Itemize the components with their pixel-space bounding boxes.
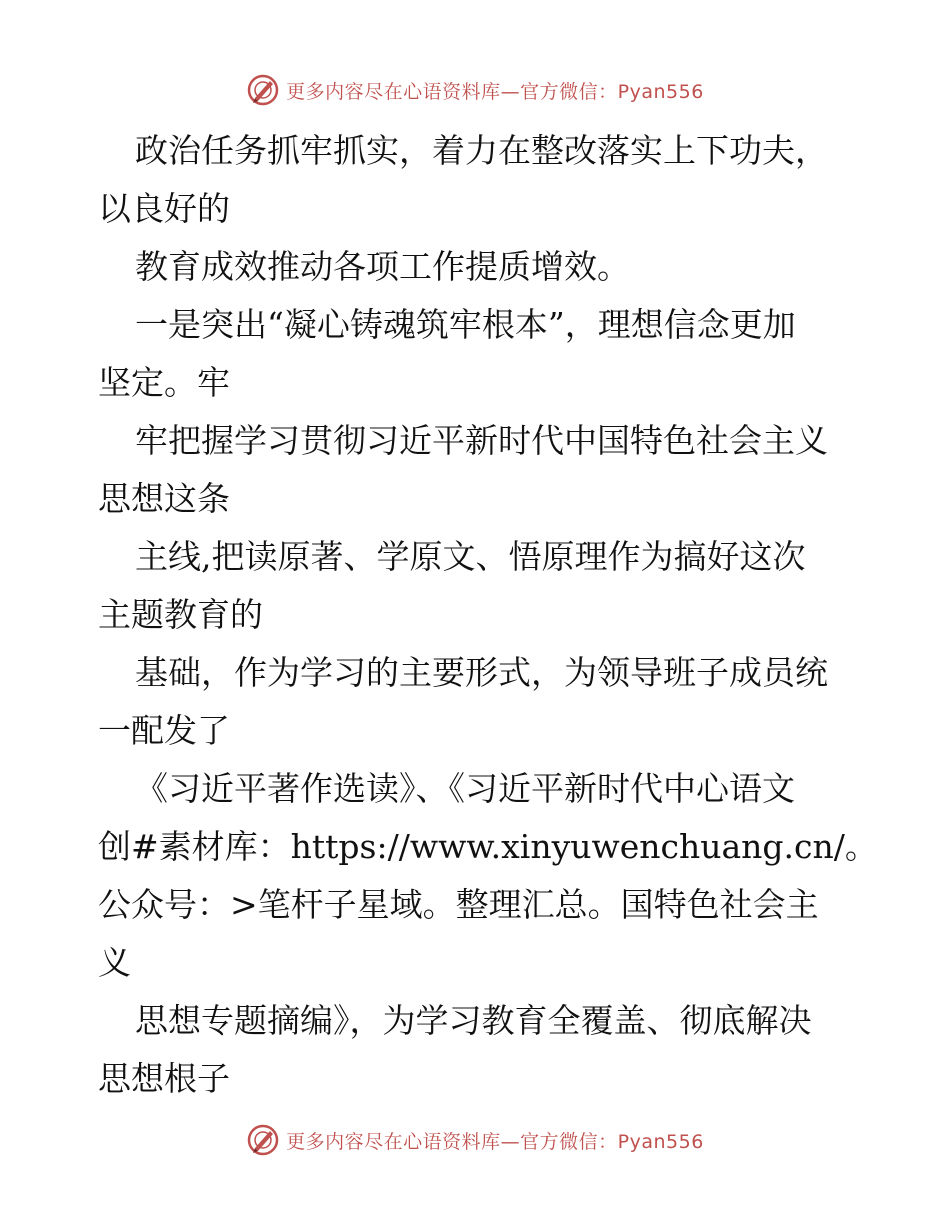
- document-body: [98, 122, 878, 1108]
- text-line: 以良好的: [98, 189, 230, 228]
- text-line: 一配发了: [98, 711, 230, 750]
- text-line: 一是突出“凝心铸魂筑牢根本”，理想信念更加: [135, 305, 796, 344]
- text-line: 基础，作为学习的主要形式，为领导班子成员统: [135, 653, 828, 692]
- text-line: 牢把握学习贯彻习近平新时代中国特色社会主义: [135, 421, 828, 460]
- text-line: 政治任务抓牢抓实，着力在整改落实上下功夫，: [135, 131, 828, 170]
- header-watermark: [0, 72, 950, 108]
- text-line: 教育成效推动各项工作提质增效。: [135, 247, 630, 286]
- pen-logo-icon: [246, 1123, 280, 1157]
- text-line: 公众号：>笔杆子星域。整理汇总。国特色社会主: [98, 885, 819, 924]
- text-line: 主题教育的: [98, 595, 263, 634]
- pen-logo-icon: [246, 73, 280, 107]
- text-line: 思想根子: [98, 1059, 230, 1098]
- text-line: 思想专题摘编》，为学习教育全覆盖、彻底解决: [135, 1001, 812, 1040]
- text-line: 坚定。牢: [98, 363, 230, 402]
- text-line: 义: [98, 943, 131, 982]
- watermark-text: 更多内容尽在心语资料库—官方微信：Pyan556: [286, 80, 704, 103]
- text-line: 思想这条: [98, 479, 230, 518]
- text-line: 《习近平著作选读》、《习近平新时代中心语文: [135, 769, 795, 808]
- text-line: 主线,把读原著、学原文、悟原理作为搞好这次: [135, 537, 806, 576]
- watermark-text: 更多内容尽在心语资料库—官方微信：Pyan556: [286, 1130, 704, 1153]
- text-line: 创#素材库：https://www.xinyuwenchuang.cn/。: [98, 827, 878, 866]
- footer-watermark: [0, 1122, 950, 1158]
